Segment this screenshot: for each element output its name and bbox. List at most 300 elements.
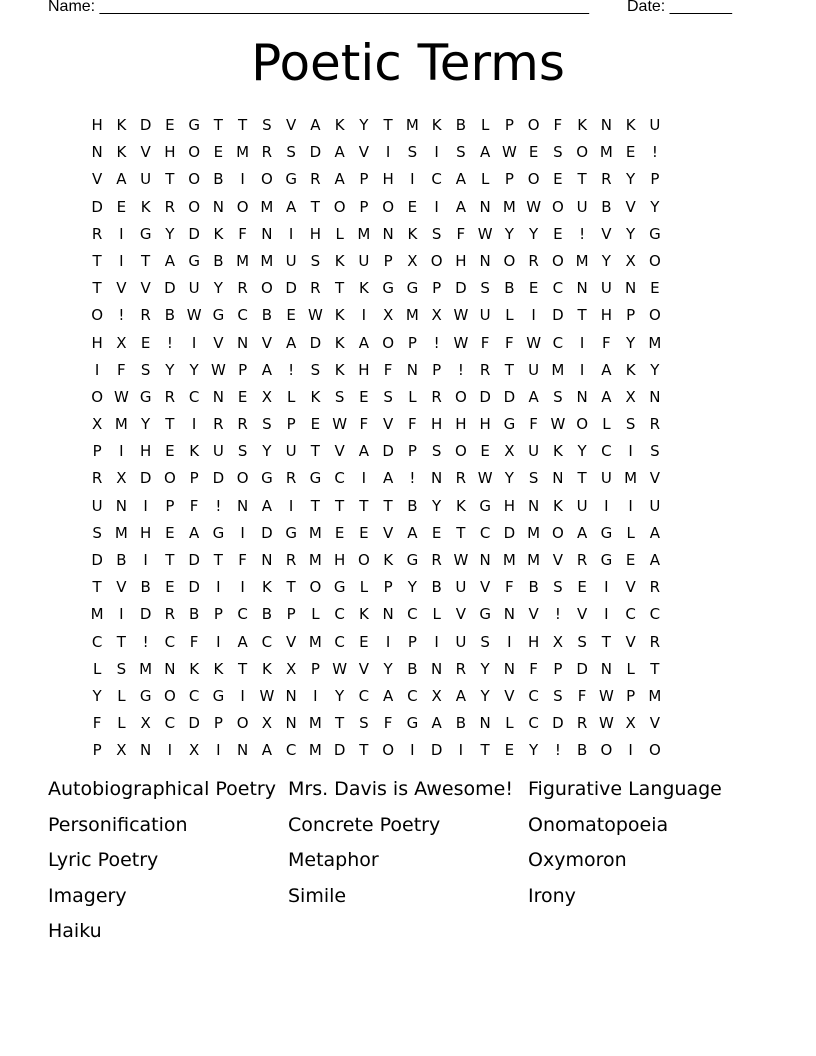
- grid-letter: I: [410, 741, 415, 760]
- grid-letter: E: [286, 306, 296, 325]
- grid-letter: H: [382, 170, 394, 189]
- grid-letter: C: [188, 686, 200, 705]
- grid-letter: Y: [189, 360, 199, 379]
- grid-letter: P: [213, 714, 223, 733]
- grid-letter: E: [625, 551, 636, 569]
- grid-letter: K: [189, 442, 200, 461]
- grid-letter: D: [188, 551, 200, 569]
- grid-letter: P: [407, 442, 417, 461]
- grid-letter: Y: [213, 279, 223, 298]
- grid-letter: T: [116, 632, 126, 651]
- grid-letter: B: [213, 170, 224, 189]
- grid-letter: O: [333, 197, 346, 216]
- grid-letter: I: [385, 632, 391, 651]
- grid-letter: K: [334, 360, 345, 379]
- grid-letter: F: [238, 551, 247, 569]
- grid-letter: H: [527, 632, 540, 651]
- grid-letter: F: [359, 415, 369, 434]
- grid-letter: I: [240, 523, 245, 542]
- grid-letter: I: [288, 224, 294, 243]
- grid-letter: E: [334, 523, 345, 542]
- grid-letter: N: [431, 469, 443, 488]
- grid-letter: C: [552, 333, 564, 352]
- grid-letter: R: [431, 551, 442, 569]
- grid-letter: I: [119, 224, 124, 243]
- grid-row: [85, 737, 667, 764]
- grid-letter: P: [432, 279, 442, 298]
- grid-letter: !: [554, 605, 561, 624]
- grid-letter: T: [577, 170, 587, 189]
- grid-letter: C: [479, 523, 491, 542]
- grid-letter: U: [649, 496, 661, 515]
- grid-row: [85, 493, 667, 520]
- grid-letter: S: [456, 143, 466, 162]
- grid-letter: R: [455, 469, 467, 488]
- grid-letter: V: [213, 333, 224, 352]
- grid-letter: P: [92, 741, 102, 760]
- word-search-grid: [85, 112, 667, 765]
- grid-letter: T: [141, 251, 151, 270]
- grid-letter: A: [455, 686, 466, 705]
- grid-letter: P: [650, 170, 660, 189]
- grid-letter: R: [164, 605, 176, 624]
- word-bank-item: Imagery: [48, 884, 127, 907]
- grid-row: [85, 330, 667, 357]
- grid-letter: C: [334, 632, 345, 651]
- grid-letter: S: [262, 116, 272, 134]
- grid-letter: G: [503, 415, 516, 434]
- grid-letter: L: [408, 387, 417, 406]
- grid-letter: I: [216, 741, 221, 760]
- grid-letter: E: [237, 387, 248, 406]
- grid-letter: Y: [165, 360, 175, 379]
- grid-letter: R: [164, 387, 176, 406]
- grid-letter: P: [92, 442, 102, 461]
- grid-letter: O: [260, 170, 273, 189]
- grid-letter: W: [453, 333, 469, 352]
- grid-letter: I: [531, 306, 536, 325]
- grid-letter: I: [240, 578, 245, 597]
- grid-letter: O: [382, 741, 395, 760]
- grid-letter: B: [504, 279, 515, 298]
- grid-letter: N: [140, 741, 152, 760]
- grid-letter: X: [382, 306, 394, 325]
- grid-letter: P: [189, 469, 199, 488]
- grid-letter: !: [457, 360, 464, 379]
- grid-letter: N: [285, 686, 297, 705]
- grid-letter: C: [528, 686, 539, 705]
- grid-letter: C: [91, 632, 103, 651]
- grid-letter: A: [382, 469, 394, 488]
- grid-letter: Y: [359, 116, 369, 134]
- grid-letter: V: [116, 279, 127, 298]
- grid-letter: W: [477, 224, 493, 243]
- grid-letter: I: [628, 741, 633, 760]
- grid-letter: V: [528, 605, 539, 624]
- grid-letter: !: [118, 306, 125, 325]
- grid-letter: B: [140, 578, 151, 597]
- grid-letter: U: [91, 496, 103, 515]
- grid-letter: Y: [141, 415, 151, 434]
- grid-letter: I: [410, 170, 415, 189]
- grid-letter: L: [286, 387, 296, 406]
- grid-letter: G: [382, 279, 394, 298]
- grid-letter: W: [453, 551, 469, 569]
- grid-letter: F: [480, 333, 490, 352]
- grid-letter: S: [310, 360, 321, 379]
- grid-letter: G: [600, 551, 613, 569]
- grid-letter: O: [236, 714, 249, 733]
- grid-letter: A: [334, 170, 345, 189]
- grid-letter: P: [238, 360, 248, 379]
- grid-letter: E: [528, 279, 539, 298]
- grid-letter: D: [430, 741, 443, 760]
- grid-letter: L: [626, 659, 635, 678]
- grid-letter: N: [576, 387, 588, 406]
- grid-letter: K: [140, 197, 151, 216]
- grid-letter: K: [334, 333, 345, 352]
- grid-letter: W: [598, 686, 614, 705]
- grid-letter: I: [288, 496, 294, 515]
- grid-letter: X: [116, 741, 127, 760]
- grid-letter: C: [237, 306, 248, 325]
- grid-letter: N: [649, 387, 661, 406]
- grid-letter: W: [526, 333, 542, 352]
- grid-letter: M: [114, 415, 128, 434]
- grid-letter: I: [119, 251, 124, 270]
- grid-letter: M: [308, 714, 322, 733]
- grid-letter: K: [213, 659, 224, 678]
- grid-letter: D: [309, 333, 322, 352]
- grid-letter: W: [307, 306, 323, 325]
- grid-letter: X: [261, 387, 273, 406]
- grid-letter: F: [92, 714, 102, 733]
- grid-letter: U: [600, 469, 612, 488]
- grid-letter: N: [479, 251, 491, 270]
- grid-letter: G: [649, 224, 661, 243]
- grid-letter: T: [577, 469, 587, 488]
- grid-letter: Y: [480, 659, 490, 678]
- grid-letter: V: [504, 686, 515, 705]
- grid-letter: F: [577, 686, 587, 705]
- grid-letter: G: [333, 578, 346, 597]
- word-bank-item: Lyric Poetry: [48, 849, 159, 872]
- grid-letter: O: [551, 197, 564, 216]
- grid-letter: H: [358, 360, 370, 379]
- grid-letter: P: [286, 415, 296, 434]
- grid-row: [85, 411, 667, 438]
- grid-letter: N: [212, 387, 224, 406]
- grid-letter: B: [431, 578, 442, 597]
- grid-letter: G: [139, 224, 152, 243]
- grid-letter: Y: [504, 224, 514, 243]
- grid-letter: V: [625, 578, 636, 597]
- grid-letter: M: [260, 197, 274, 216]
- grid-letter: I: [94, 360, 100, 379]
- grid-letter: O: [309, 578, 322, 597]
- grid-letter: V: [382, 415, 394, 434]
- header: [48, 0, 748, 20]
- grid-letter: D: [455, 279, 467, 298]
- grid-letter: A: [261, 741, 272, 760]
- grid-letter: E: [431, 523, 442, 542]
- word-bank-item: Personification: [48, 813, 188, 836]
- grid-letter: F: [189, 496, 199, 515]
- grid-letter: S: [431, 442, 442, 461]
- grid-letter: O: [454, 387, 467, 406]
- grid-letter: V: [358, 659, 369, 678]
- grid-letter: F: [553, 116, 563, 134]
- grid-letter: P: [553, 659, 563, 678]
- grid-letter: U: [212, 442, 224, 461]
- grid-letter: G: [212, 686, 225, 705]
- grid-letter: W: [113, 387, 129, 406]
- grid-letter: X: [91, 415, 103, 434]
- grid-letter: O: [551, 523, 564, 542]
- grid-letter: X: [431, 686, 442, 705]
- grid-letter: E: [165, 523, 175, 542]
- grid-letter: H: [139, 442, 152, 461]
- grid-letter: R: [91, 469, 103, 488]
- word-bank-item: Onomatopoeia: [528, 813, 669, 836]
- grid-letter: M: [624, 469, 638, 488]
- word-bank-item: Concrete Poetry: [288, 813, 441, 836]
- grid-row: [85, 357, 667, 384]
- grid-letter: P: [383, 578, 393, 597]
- grid-letter: A: [382, 686, 394, 705]
- grid-letter: L: [505, 306, 514, 325]
- grid-letter: U: [285, 442, 297, 461]
- grid-letter: E: [359, 387, 369, 406]
- grid-letter: X: [116, 333, 127, 352]
- grid-letter: M: [114, 523, 128, 542]
- grid-letter: I: [434, 143, 439, 162]
- grid-letter: H: [333, 551, 346, 569]
- grid-letter: T: [335, 714, 345, 733]
- grid-letter: X: [285, 659, 297, 678]
- grid-letter: I: [579, 360, 585, 379]
- grid-letter: B: [188, 605, 200, 624]
- grid-row: [85, 520, 667, 547]
- grid-letter: L: [359, 578, 369, 597]
- grid-letter: A: [431, 714, 442, 733]
- grid-letter: Y: [262, 442, 272, 461]
- grid-letter: R: [140, 306, 151, 325]
- grid-letter: B: [213, 251, 224, 270]
- word-bank-item: Irony: [528, 884, 576, 907]
- grid-letter: !: [651, 143, 658, 162]
- grid-letter: K: [334, 306, 345, 325]
- grid-letter: F: [238, 224, 247, 243]
- grid-letter: R: [649, 632, 661, 651]
- grid-letter: P: [286, 605, 296, 624]
- grid-letter: K: [407, 224, 418, 243]
- page-title: Poetic Terms: [251, 34, 565, 92]
- grid-letter: E: [480, 442, 490, 461]
- grid-letter: C: [164, 632, 176, 651]
- grid-letter: K: [552, 496, 563, 515]
- grid-letter: I: [628, 496, 633, 515]
- grid-letter: N: [552, 469, 564, 488]
- grid-letter: I: [507, 632, 512, 651]
- grid-letter: A: [601, 360, 612, 379]
- grid-letter: X: [625, 251, 636, 270]
- grid-letter: A: [261, 360, 272, 379]
- grid-letter: R: [576, 714, 588, 733]
- grid-letter: D: [212, 469, 225, 488]
- grid-letter: P: [165, 496, 175, 515]
- grid-letter: C: [334, 605, 345, 624]
- grid-letter: X: [625, 387, 636, 406]
- grid-letter: O: [648, 251, 661, 270]
- grid-letter: R: [285, 469, 297, 488]
- grid-letter: Y: [577, 442, 587, 461]
- grid-letter: X: [261, 714, 273, 733]
- grid-letter: D: [285, 279, 297, 298]
- grid-letter: M: [405, 116, 419, 134]
- grid-letter: S: [262, 415, 272, 434]
- grid-letter: I: [119, 442, 124, 461]
- grid-letter: V: [455, 605, 466, 624]
- grid-letter: L: [505, 714, 514, 733]
- grid-letter: T: [335, 496, 345, 515]
- grid-letter: L: [117, 686, 126, 705]
- grid-letter: I: [119, 605, 124, 624]
- grid-letter: O: [454, 442, 467, 461]
- grid-letter: V: [649, 714, 660, 733]
- grid-letter: W: [550, 415, 566, 434]
- grid-letter: I: [191, 333, 197, 352]
- grid-letter: V: [382, 523, 394, 542]
- name-field-line: Name: _______________________________________________________: [48, 0, 589, 15]
- grid-letter: N: [237, 333, 249, 352]
- grid-letter: E: [504, 741, 515, 760]
- grid-letter: A: [334, 143, 345, 162]
- grid-letter: I: [361, 469, 367, 488]
- grid-letter: I: [434, 197, 439, 216]
- grid-letter: L: [432, 605, 441, 624]
- grid-letter: L: [626, 523, 635, 542]
- grid-letter: O: [576, 415, 589, 434]
- grid-letter: O: [576, 143, 589, 162]
- grid-letter: O: [430, 251, 443, 270]
- grid-letter: N: [503, 605, 515, 624]
- grid-letter: R: [479, 360, 491, 379]
- grid-letter: E: [165, 116, 175, 134]
- grid-letter: Y: [504, 469, 514, 488]
- grid-letter: N: [479, 197, 491, 216]
- grid-letter: K: [383, 551, 394, 569]
- grid-row: [85, 601, 667, 628]
- grid-letter: R: [576, 551, 588, 569]
- grid-letter: P: [626, 686, 636, 705]
- grid-letter: S: [286, 143, 296, 162]
- grid-letter: V: [649, 469, 660, 488]
- grid-letter: R: [164, 197, 176, 216]
- grid-letter: A: [649, 551, 660, 569]
- grid-letter: I: [191, 415, 197, 434]
- grid-letter: T: [310, 442, 320, 461]
- grid-letter: C: [601, 442, 612, 461]
- grid-letter: E: [650, 279, 660, 298]
- grid-letter: F: [117, 360, 126, 379]
- grid-letter: M: [139, 659, 153, 678]
- grid-letter: U: [649, 116, 661, 134]
- grid-letter: W: [526, 197, 542, 216]
- grid-letter: B: [576, 741, 588, 760]
- grid-letter: !: [409, 469, 416, 488]
- grid-letter: I: [385, 143, 391, 162]
- grid-letter: B: [164, 306, 176, 325]
- grid-letter: R: [213, 415, 224, 434]
- grid-letter: D: [503, 523, 516, 542]
- grid-row: [85, 248, 667, 275]
- grid-row: [85, 465, 667, 492]
- grid-letter: E: [553, 170, 563, 189]
- grid-letter: G: [285, 523, 297, 542]
- grid-letter: N: [382, 224, 394, 243]
- grid-letter: B: [261, 605, 273, 624]
- grid-letter: T: [92, 251, 102, 270]
- grid-letter: L: [480, 116, 490, 134]
- grid-letter: D: [139, 469, 152, 488]
- grid-letter: G: [212, 523, 225, 542]
- grid-letter: C: [528, 714, 539, 733]
- grid-letter: S: [334, 387, 345, 406]
- grid-letter: A: [455, 170, 466, 189]
- grid-letter: S: [431, 224, 442, 243]
- grid-letter: A: [285, 197, 297, 216]
- grid-letter: G: [406, 279, 419, 298]
- grid-letter: R: [261, 143, 273, 162]
- grid-letter: I: [240, 686, 245, 705]
- grid-letter: L: [480, 170, 490, 189]
- grid-letter: M: [260, 251, 274, 270]
- grid-letter: E: [359, 523, 369, 542]
- grid-letter: R: [455, 659, 467, 678]
- grid-letter: N: [625, 279, 637, 298]
- grid-letter: T: [359, 496, 369, 515]
- word-bank-item: Haiku: [48, 920, 102, 943]
- grid-letter: D: [503, 387, 516, 406]
- grid-letter: U: [600, 279, 612, 298]
- grid-letter: K: [213, 224, 224, 243]
- grid-letter: N: [212, 197, 224, 216]
- grid-letter: D: [91, 197, 103, 216]
- grid-letter: D: [479, 387, 491, 406]
- grid-letter: A: [601, 387, 612, 406]
- grid-letter: F: [383, 360, 393, 379]
- grid-letter: N: [406, 360, 418, 379]
- grid-letter: U: [140, 170, 152, 189]
- grid-letter: !: [433, 333, 440, 352]
- grid-letter: F: [383, 714, 393, 733]
- grid-letter: M: [648, 333, 662, 352]
- grid-letter: N: [431, 659, 443, 678]
- grid-letter: T: [213, 116, 223, 134]
- grid-letter: A: [310, 116, 321, 134]
- grid-letter: C: [407, 605, 418, 624]
- grid-letter: W: [598, 714, 614, 733]
- grid-letter: S: [407, 143, 418, 162]
- grid-letter: M: [527, 523, 541, 542]
- grid-letter: R: [431, 387, 442, 406]
- grid-letter: G: [479, 605, 491, 624]
- grid-letter: W: [332, 415, 348, 434]
- grid-letter: O: [527, 170, 540, 189]
- grid-letter: K: [261, 578, 272, 597]
- grid-letter: R: [237, 279, 248, 298]
